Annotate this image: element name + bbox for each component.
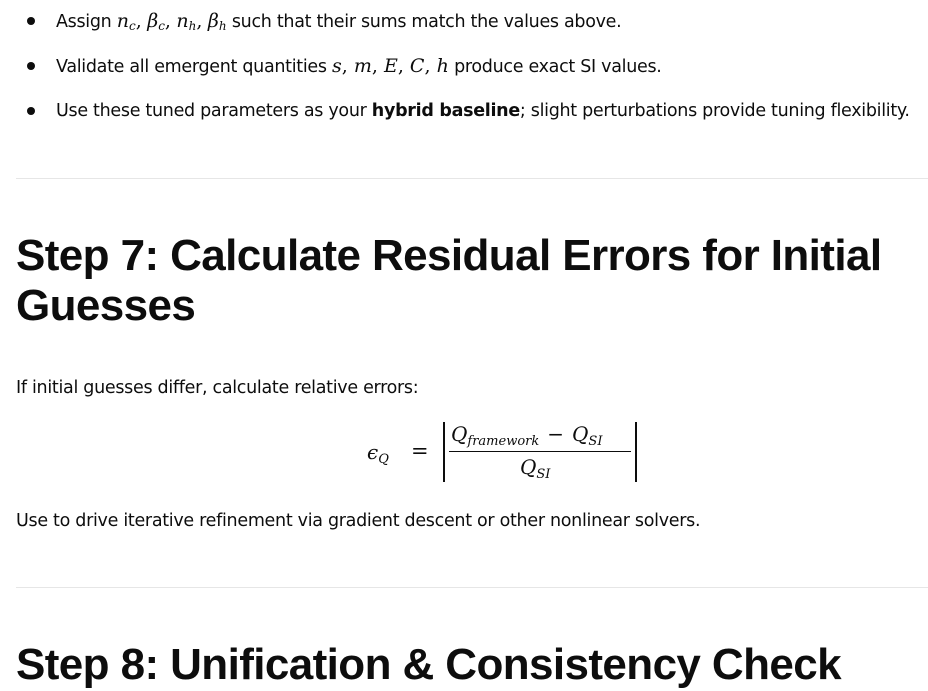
- math-beta-h: $\beta_h$: [207, 10, 227, 33]
- equation-denominator: $Q_{SI}$: [520, 455, 551, 482]
- relative-error-equation: [367, 420, 647, 484]
- abs-bar-left: [443, 422, 445, 482]
- math-n-c: $n_c$: [116, 10, 136, 33]
- math-beta-c: $\beta_c$: [147, 10, 165, 33]
- bold-text: hybrid baseline: [371, 101, 520, 121]
- bullet-text-prefix: Use these tuned parameters as your: [56, 101, 372, 121]
- section-divider: [16, 178, 928, 179]
- bullet-dot: [27, 62, 35, 70]
- abs-bar-right: [635, 422, 637, 482]
- bullet-list: [16, 6, 928, 141]
- list-item: [16, 96, 928, 141]
- bullet-text-suffix: produce exact SI values.: [448, 57, 662, 77]
- bullet-dot: [27, 107, 35, 115]
- math-n-h: $n_h$: [176, 10, 197, 33]
- bullet-dot: [27, 17, 35, 25]
- math-quantities: s, m, E, C, h: [331, 55, 449, 77]
- step-7-outro: Use to drive iterative refinement via gradient descent or other nonlinear solvers.: [16, 511, 701, 531]
- bullet-text-suffix: ; slight perturbations provide tuning flexibility.: [519, 101, 910, 121]
- bullet-text-suffix: such that their sums match the values above.: [226, 12, 622, 32]
- step-8-heading: Step 8: Unification & Consistency Check: [16, 640, 841, 689]
- list-item: Assign $n_c$, $\beta_c$, $n_h$, $\beta_h$ such that their sums match the values above.: [16, 6, 928, 51]
- list-item: [16, 51, 928, 96]
- step-7-heading: Step 7: Calculate Residual Errors for Initial Guesses: [16, 231, 882, 330]
- equation-numerator: $Q_{framework} - Q_{SI}$: [451, 422, 603, 449]
- bullet-text-prefix: Validate all emergent quantities: [56, 57, 332, 77]
- bullet-text-prefix: Assign: [56, 12, 117, 32]
- equation-lhs: $\epsilon_Q$: [367, 440, 389, 467]
- fraction-line: [449, 451, 631, 452]
- equals-sign: =: [411, 439, 429, 463]
- section-divider: [16, 587, 928, 588]
- step-7-intro: If initial guesses differ, calculate relative errors:: [16, 378, 419, 398]
